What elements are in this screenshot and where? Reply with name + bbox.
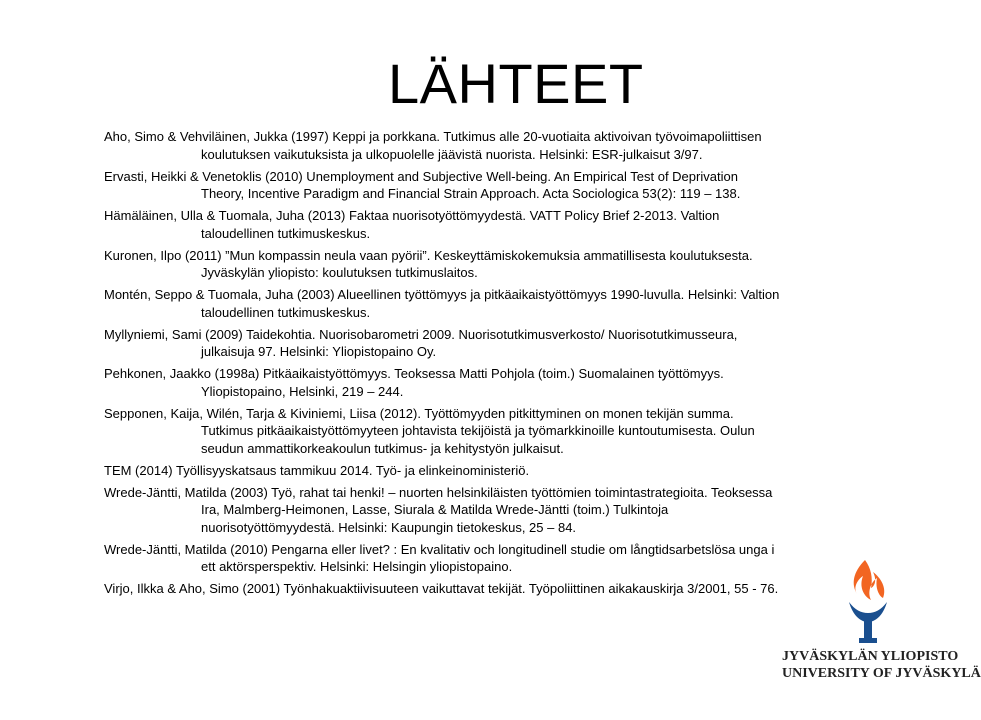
reference-item: Wrede-Jäntti, Matilda (2003) Työ, rahat tai henki! – nuorten helsinkiläisten työttömien toimintastrategioita. Teoksessa Ira, Malmberg-Heimonen, Lasse, Siurala & Matilda Wrede-Jäntti (toim.) Tulkintoja nuorisotyöttömyydestä. Helsinki: Kaupungin tietokeskus, 25 – 84.	[104, 484, 773, 535]
reference-list	[104, 128, 784, 602]
torch-stem-shape	[864, 620, 872, 640]
reference-item: Sepponen, Kaija, Wilén, Tarja & Kiviniemi, Liisa (2012). Työttömyyden pitkittyminen on monen tekijän summa. Tutkimus pitkäaikaistyöttömyyteen johtavista tekijöistä ja työmarkkinoille kuntoutumisesta. Oulun seudun ammattikorkeakoulun tutkimus- ja kehitystyön julkaisut.	[104, 405, 755, 456]
reference-item: Myllyniemi, Sami (2009) Taidekohtia. Nuorisobarometri 2009. Nuorisotutkimusverkosto/ Nuorisotutkimusseura, julkaisuja 97. Helsinki: Yliopistopaino Oy.	[104, 326, 738, 359]
reference-item: Aho, Simo & Vehviläinen, Jukka (1997) Keppi ja porkkana. Tutkimus alle 20-vuotiaita aktivoivan työvoimapoliittisen koulutuksen vaikutuksista ja ulkopuolelle jäävistä nuorista. Helsinki: ESR-julkaisut 3/97.	[104, 129, 762, 162]
reference-item: Kuronen, Ilpo (2011) ”Mun kompassin neula vaan pyörii”. Keskeyttämiskokemuksia ammatillisesta koulutuksesta. Jyväskylän yliopisto: koulutuksen tutkimuslaitos.	[104, 247, 753, 280]
torch-flame-icon	[843, 558, 893, 648]
reference-item: TEM (2014) Työllisyyskatsaus tammikuu 2014. Työ- ja elinkeinoministeriö.	[104, 462, 530, 478]
reference-item: Hämäläinen, Ulla & Tuomala, Juha (2013) Faktaa nuorisotyöttömyydestä. VATT Policy Brief 2-2013. Valtion taloudellinen tutkimuskeskus.	[104, 208, 720, 241]
torch-bowl-shape	[849, 602, 887, 622]
reference-item: Ervasti, Heikki & Venetoklis (2010) Unemployment and Subjective Well-being. An Empirical Test of Deprivation Theory, Incentive Paradigm and Financial Strain Approach. Acta Sociologica 53(2): 119 – 138.	[104, 168, 741, 201]
flame-orange-shape	[854, 560, 885, 600]
reference-item: Wrede-Jäntti, Matilda (2010) Pengarna eller livet? : En kvalitativ och longitudinell studie om långtidsarbetslösa unga i ett aktörsperspektiv. Helsinki: Helsingin yliopistopaino.	[104, 541, 775, 574]
torch-base-shape	[859, 638, 877, 643]
slide-title: LÄHTEET	[388, 52, 644, 115]
university-logo	[778, 548, 981, 720]
university-name-en: UNIVERSITY OF JYVÄSKYLÄ	[782, 666, 981, 681]
reference-item: Pehkonen, Jaakko (1998a) Pitkäaikaistyöttömyys. Teoksessa Matti Pohjola (toim.) Suomalainen työttömyys. Yliopistopaino, Helsinki, 219 – 244.	[104, 366, 724, 399]
reference-item: Virjo, Ilkka & Aho, Simo (2001) Työnhakuaktiivisuuteen vaikuttavat tekijät. Työpoliittinen aikakauskirja 3/2001, 55 - 76.	[104, 581, 779, 596]
reference-item: Montén, Seppo & Tuomala, Juha (2003) Alueellinen työttömyys ja pitkäaikaistyöttömyys 1990-luvulla. Helsinki: Valtion taloudellinen tutkimuskeskus.	[104, 287, 780, 320]
university-name-fi: JYVÄSKYLÄN YLIOPISTO	[782, 649, 959, 664]
